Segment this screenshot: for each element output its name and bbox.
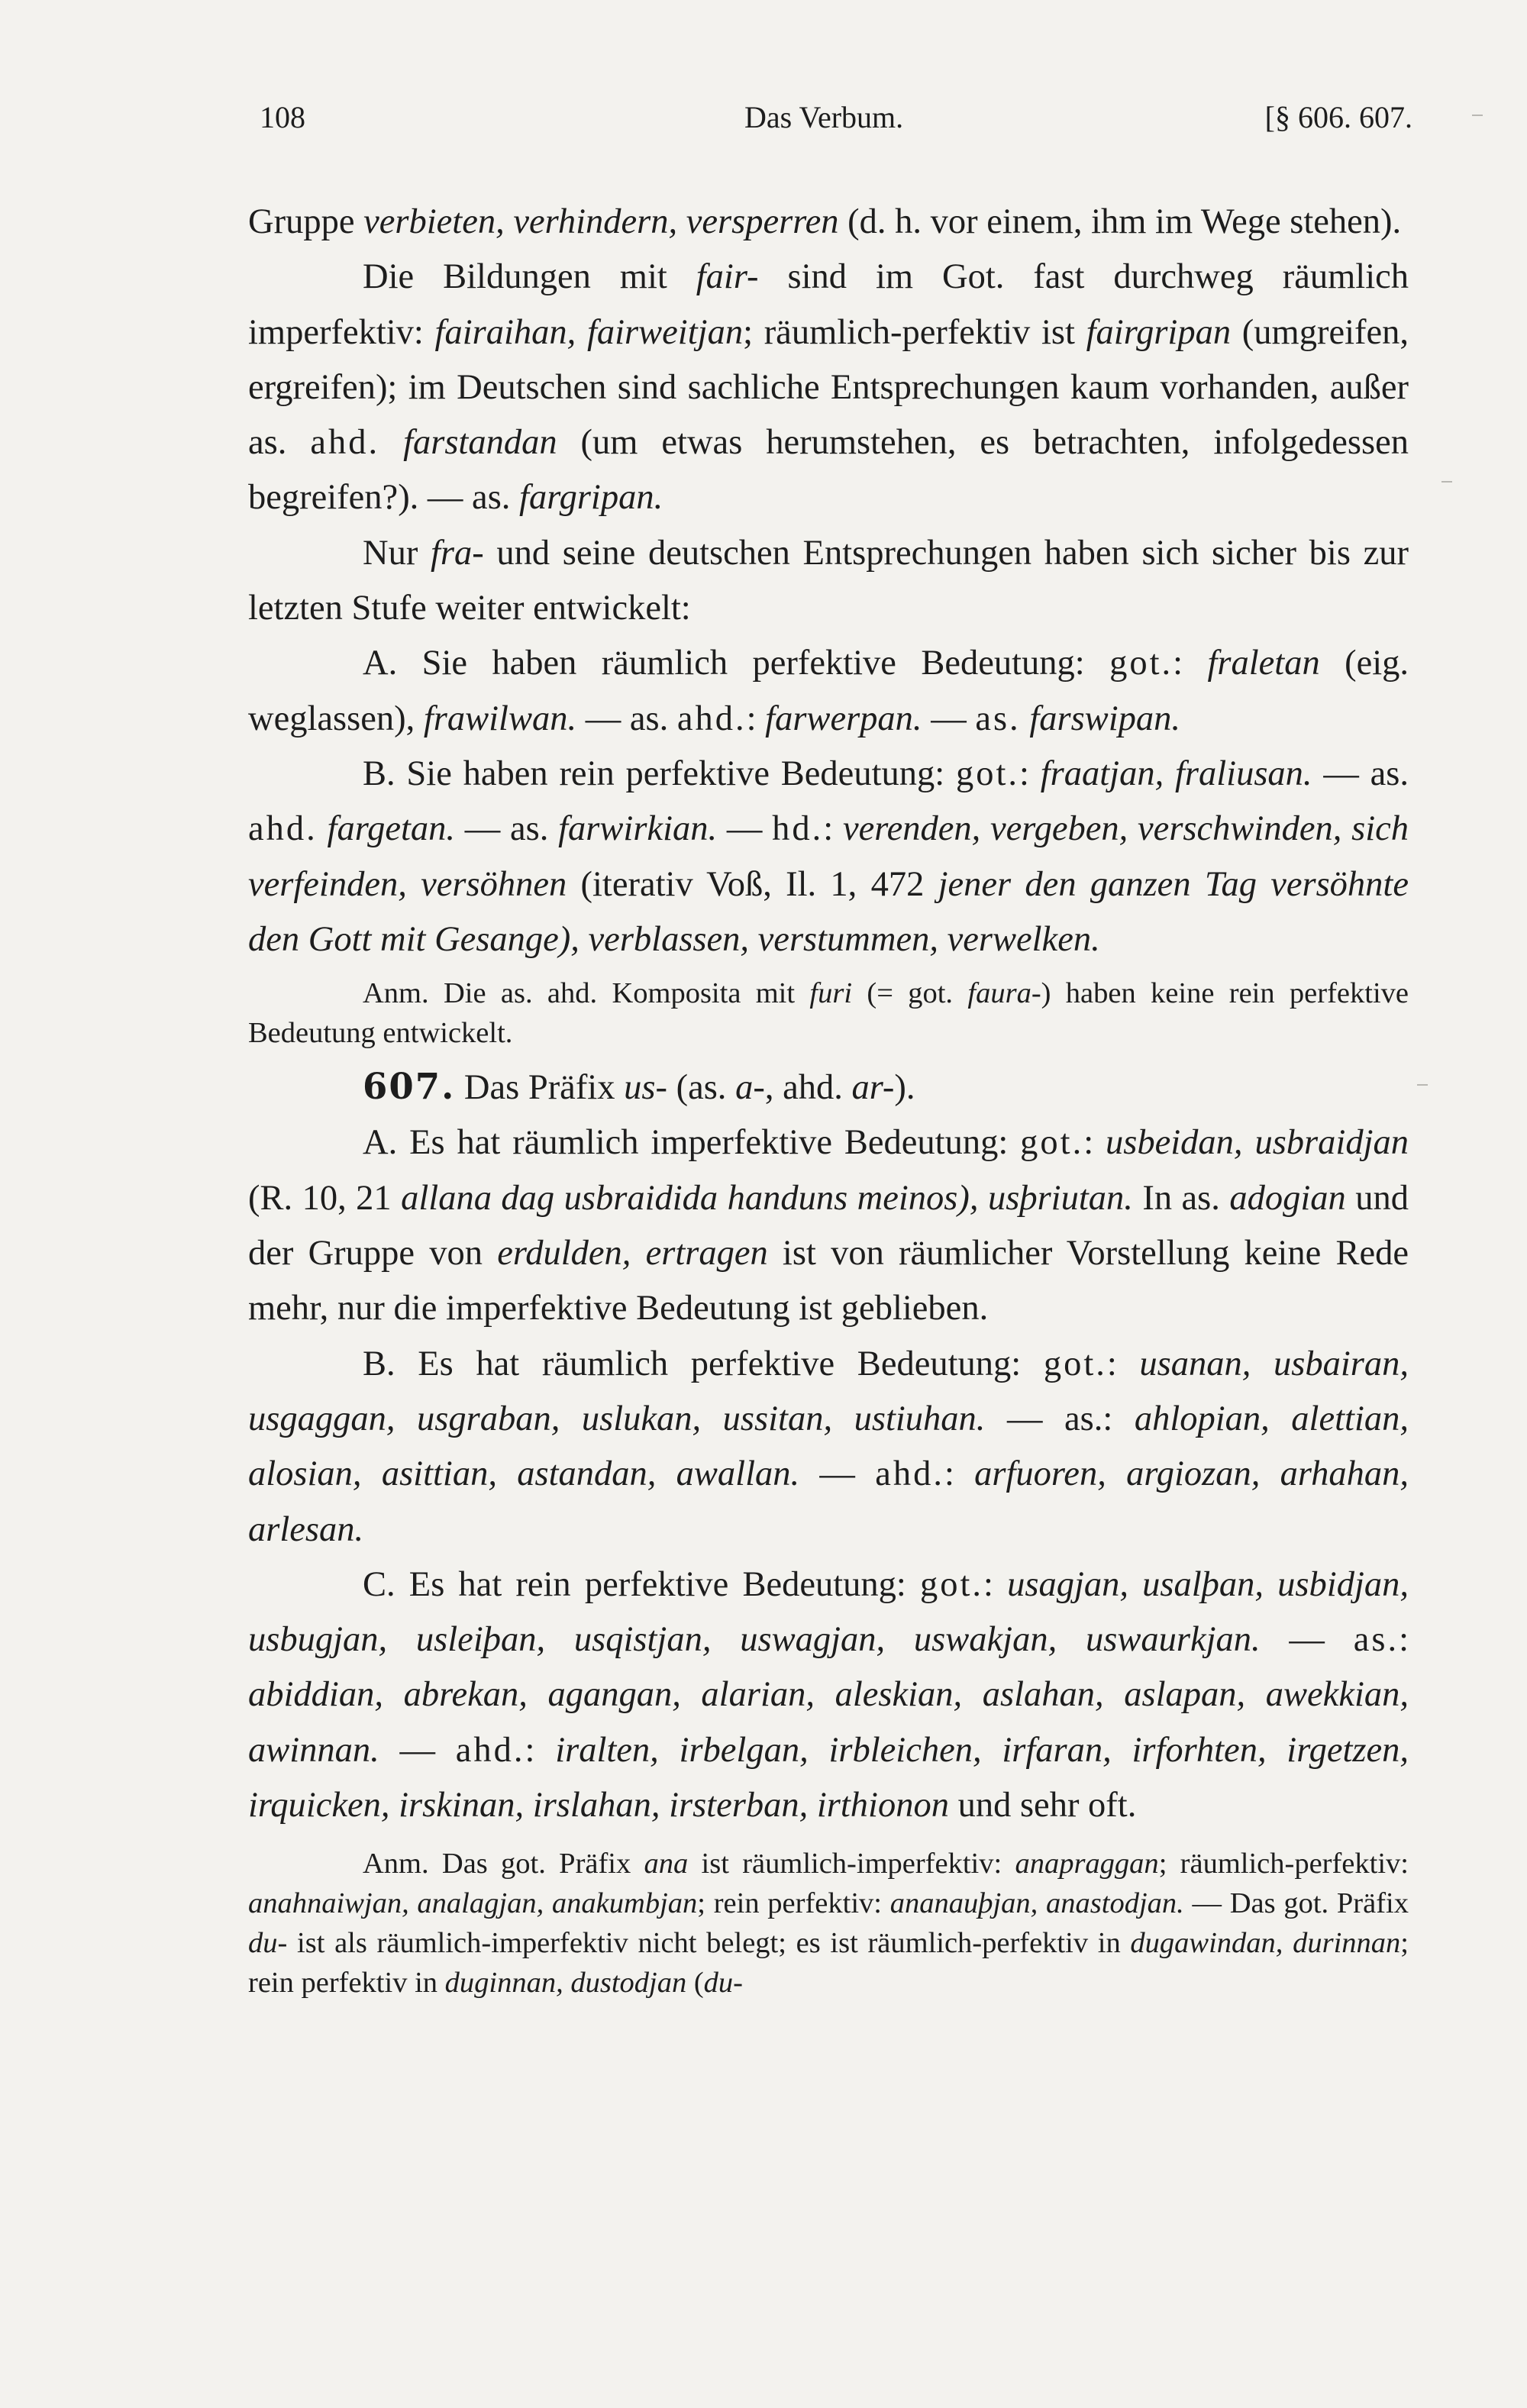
paragraph-fra-b: B. Sie haben rein perfektive Bedeutung: got.: fraatjan, fraliusan. — as. ahd. fargetan. — as. farwirkian. — hd.: verenden, vergeben, verschwinden, sich verfeinden, versöhnen (iterativ Voß, Il. 1, 472 jener den ganzen Tag versöhnte den Gott mit Gesange), verblassen, verstummen, verwelken.: [248, 754, 1409, 959]
section-reference: [§ 606. 607.: [1264, 100, 1412, 134]
paragraph-us-a: A. Es hat räumlich imperfektive Bedeutung: got.: usbeidan, usbraidjan (R. 10, 21 allana dag usbraidida handuns meinos), usþriutan. In as. adogian und der Gruppe von erdulden, ertragen ist von räumlicher Vorstellung keine Rede mehr, nur die imperfektive Bedeutung ist geblieben.: [248, 1123, 1409, 1328]
paragraph-us-b: B. Es hat räumlich perfektive Bedeutung: got.: usanan, usbairan, usgaggan, usgraban, uslukan, ussitan, ustiuhan. — as.: ahlopian, alettian, alosian, asittian, astandan, awallan. — ahd.: arfuoren, argiozan, arhahan, arlesan.: [248, 1344, 1409, 1549]
page-header: [260, 99, 1412, 145]
paragraph-fair: Die Bildungen mit fair- sind im Got. fast durchweg räumlich imperfektiv: fairaihan, fairweitjan; räumlich-perfektiv ist fairgripan (umgreifen, ergreifen); im Deutschen sind sachliche Entsprechungen kaum vorhanden, außer as. ahd. farstandan (um etwas herumstehen, es betrachten, infolgedessen begreifen?). — as. fargripan.: [248, 257, 1409, 518]
paragraph-fra-a: A. Sie haben räumlich perfektive Bedeutung: got.: fraletan (eig. weglassen), frawilwan. — as. ahd.: farwerpan. — as. farswipan.: [248, 644, 1409, 738]
scan-speck: [1417, 1084, 1428, 1086]
page-body: [248, 195, 1409, 2003]
section-number: 607.: [363, 1065, 456, 1108]
page-number: 108: [260, 100, 305, 134]
running-title: Das Verbum.: [744, 100, 904, 134]
note-anm-furi: Anm. Die as. ahd. Komposita mit furi (= got. faura-) haben keine rein perfektive Bedeutung entwickelt.: [248, 977, 1409, 1050]
note-anm-ana-du: Anm. Das got. Präfix ana ist räumlich-imperfektiv: anapraggan; räumlich-perfektiv: anahnaiwjan, analagjan, anakumbjan; rein perfektiv: ananauþjan, anastodjan. — Das got. Präfix du- ist als räumlich-imperfektiv nicht belegt; es ist räumlich-perfektiv in dugawindan, durinnan; rein perfektiv in duginnan, dustodjan (du-: [248, 1848, 1409, 2000]
section-607-heading: 607. Das Präfix us- (as. a-, ahd. ar-).: [363, 1065, 915, 1108]
paragraph-gruppe: Gruppe verbieten, verhindern, versperren (d. h. vor einem, ihm im Wege stehen).: [248, 202, 1402, 241]
paragraph-us-c: C. Es hat rein perfektive Bedeutung: got.: usagjan, usalþan, usbidjan, usbugjan, usleiþan, usqistjan, uswagjan, uswakjan, uswaurkjan. — as.: abiddian, abrekan, agangan, alarian, aleskian, aslahan, aslapan, awekkian, awinnan. — ahd.: iralten, irbelgan, irbleichen, irfaran, irforhten, irgetzen, irquicken, irskinan, irslahan, irsterban, irthionon und sehr oft.: [248, 1564, 1409, 1825]
scan-speck: [1441, 481, 1452, 483]
paragraph-fra: Nur fra- und seine deutschen Entsprechungen haben sich sicher bis zur letzten Stufe weiter entwickelt:: [248, 533, 1409, 628]
scan-speck: [1472, 115, 1483, 116]
